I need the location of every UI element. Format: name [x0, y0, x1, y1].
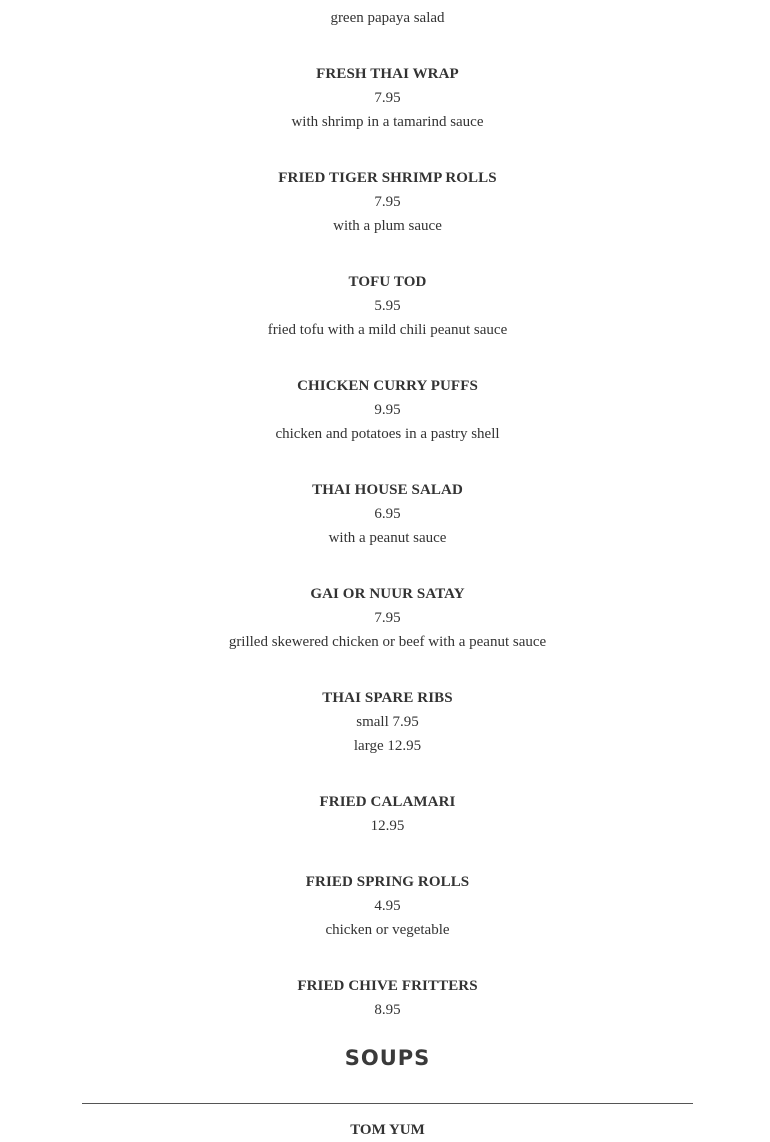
menu-item-name: FRIED CHIVE FRITTERS: [297, 978, 478, 994]
menu-item-description: with shrimp in a tamarind sauce: [291, 114, 484, 130]
menu-item: [0, 478, 770, 550]
menu-item-price: 8.95: [374, 1002, 401, 1018]
menu-item-name: CHICKEN CURRY PUFFS: [297, 378, 478, 394]
menu-item-price: 7.95: [374, 610, 401, 626]
menu-item-price: 4.95: [374, 898, 401, 914]
menu-item: [0, 686, 770, 758]
menu-item-description: chicken and potatoes in a pastry shell: [275, 426, 500, 442]
menu-item-name: FRIED TIGER SHRIMP ROLLS: [278, 170, 497, 186]
menu-item: [0, 166, 770, 238]
menu-item-description: chicken or vegetable: [325, 922, 450, 938]
menu-item: [0, 270, 770, 342]
menu-item: [0, 582, 770, 654]
menu-item-price: 9.95: [374, 402, 401, 418]
menu-item-price: 5.95: [374, 298, 401, 314]
menu-item-name: TOM YUM: [350, 1122, 425, 1138]
menu-item: [0, 974, 770, 1022]
menu-item: [0, 790, 770, 838]
menu-item-name: FRESH THAI WRAP: [316, 66, 459, 82]
menu-item-description: grilled skewered chicken or beef with a peanut sauce: [228, 634, 547, 650]
section-divider: [82, 1103, 693, 1104]
menu-item-name: GAI OR NUUR SATAY: [310, 586, 465, 602]
menu-item-description: with a peanut sauce: [328, 530, 447, 546]
menu-item-description: green papaya salad: [330, 10, 445, 26]
appetizer-menu: [0, 6, 770, 1080]
menu-item: [0, 374, 770, 446]
menu-item-name: FRIED SPRING ROLLS: [305, 874, 470, 890]
menu-item-description: with a plum sauce: [333, 218, 442, 234]
menu-item-price: 6.95: [374, 506, 401, 522]
menu-item-name: FRIED CALAMARI: [319, 794, 456, 810]
menu-item-name: THAI HOUSE SALAD: [312, 482, 463, 498]
menu-item-price: 12.95: [370, 818, 405, 834]
menu-item-description: fried tofu with a mild chili peanut sauce: [267, 322, 508, 338]
menu-item-price-large: large 12.95: [353, 738, 422, 754]
menu-item-name: TOFU TOD: [348, 274, 427, 290]
menu-item: [0, 62, 770, 134]
menu-item-price: 7.95: [374, 90, 401, 106]
menu-item: [0, 870, 770, 942]
menu-item-name: THAI SPARE RIBS: [322, 690, 453, 706]
section-heading-soups: SOUPS: [344, 1046, 431, 1070]
menu-item-price-small: small 7.95: [356, 714, 419, 730]
menu-item-price: 7.95: [374, 194, 401, 210]
